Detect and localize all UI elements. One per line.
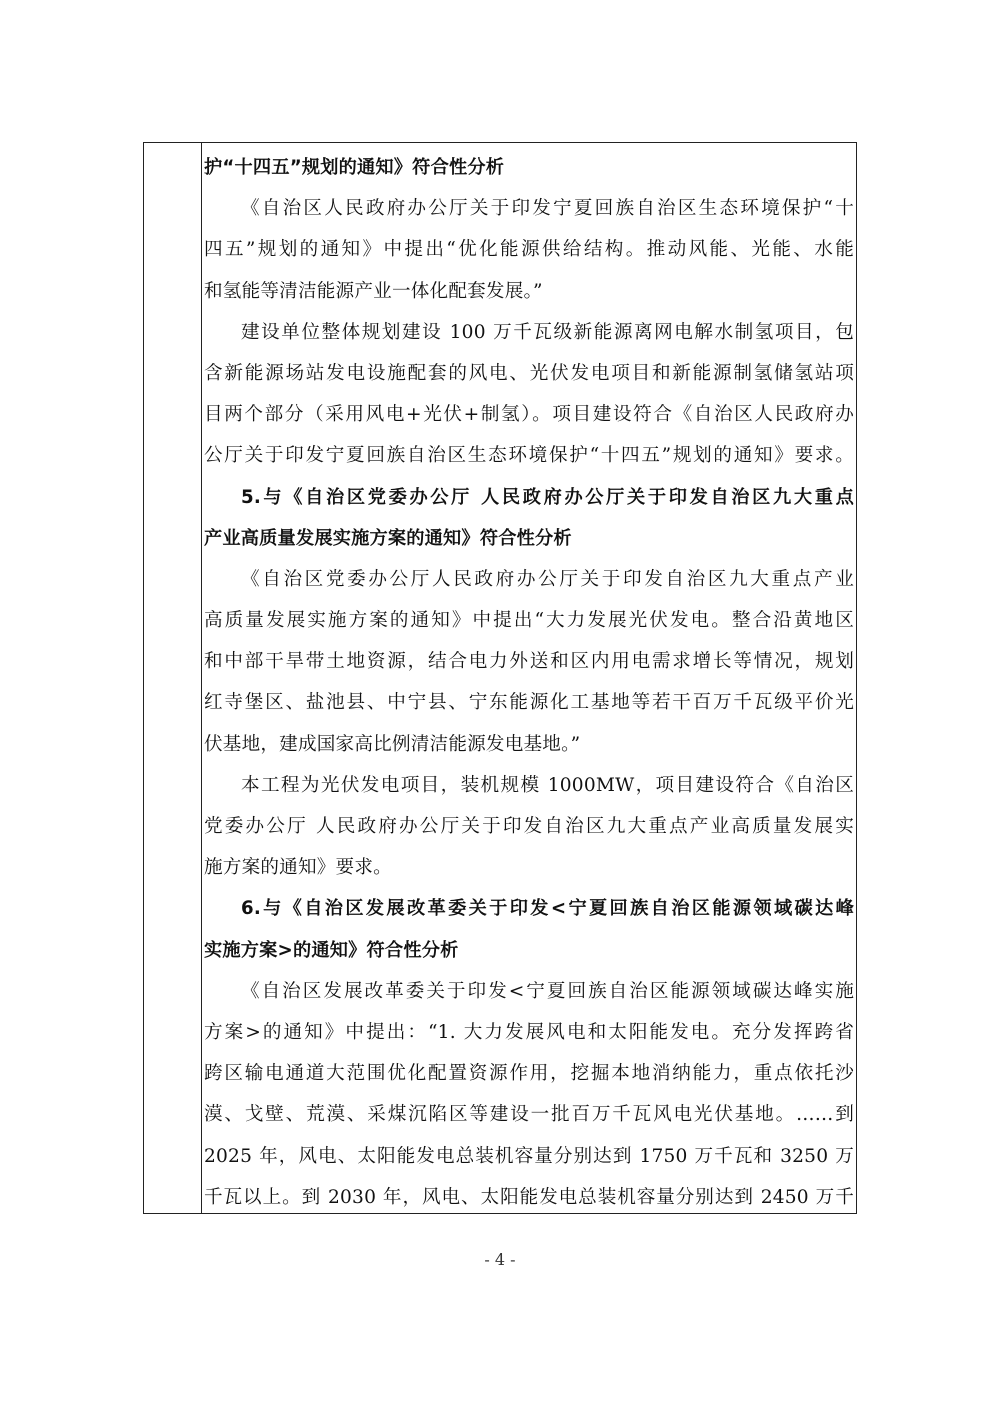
paragraph-line: 漠、戈壁、荒漠、采煤沉陷区等建设一批百万千瓦风电光伏基地。……到 [204, 1104, 854, 1126]
paragraph-line: 2025 年，风电、太阳能发电总装机容量分别达到 1750 万千瓦和 3250 万 [204, 1145, 854, 1167]
paragraph-line: 含新能源场站发电设施配套的风电、光伏发电项目和新能源制氢储氢站项 [204, 362, 854, 384]
paragraph-line: 公厅关于印发宁夏回族自治区生态环境保护“十四五”规划的通知》要求。 [204, 445, 854, 467]
paragraph-line: 伏基地，建成国家高比例清洁能源发电基地。” [204, 733, 581, 755]
paragraph-line: 本工程为光伏发电项目，装机规模 1000MW，项目建设符合《自治区 [241, 774, 854, 796]
paragraph-line: 千瓦以上。到 2030 年，风电、太阳能发电总装机容量分别达到 2450 万千 [204, 1186, 854, 1208]
paragraph-line: 目两个部分（采用风电+光伏+制氢）。项目建设符合《自治区人民政府办 [204, 404, 854, 426]
paragraph-line: 党委办公厅 人民政府办公厅关于印发自治区九大重点产业高质量发展实 [204, 816, 854, 837]
paragraph-line: 《自治区发展改革委关于印发<宁夏回族自治区能源领域碳达峰实施 [241, 980, 854, 1002]
paragraph-line: 四五”规划的通知》中提出“优化能源供给结构。推动风能、光能、水能 [204, 239, 854, 261]
table-left-column [144, 143, 202, 1213]
paragraph-line: 和氢能等清洁能源产业一体化配套发展。” [204, 280, 543, 302]
paragraph-line: 跨区输电通道大范围优化配置资源作用，挖掘本地消纳能力，重点依托沙 [204, 1063, 854, 1085]
paragraph-line: 《自治区人民政府办公厅关于印发宁夏回族自治区生态环境保护“十 [241, 198, 854, 220]
section-heading-line: 产业高质量发展实施方案的通知》符合性分析 [204, 527, 572, 549]
paragraph-line: 红寺堡区、盐池县、中宁县、宁东能源化工基地等若干百万千瓦级平价光 [204, 692, 854, 714]
section-heading-line: 5.与《自治区党委办公厅 人民政府办公厅关于印发自治区九大重点 [241, 486, 854, 508]
page-number: - 4 - [484, 1250, 516, 1269]
paragraph-line: 《自治区党委办公厅人民政府办公厅关于印发自治区九大重点产业 [241, 568, 854, 590]
section-heading-line: 6.与《自治区发展改革委关于印发<宁夏回族自治区能源领域碳达峰 [241, 898, 854, 920]
paragraph-line: 高质量发展实施方案的通知》中提出“大力发展光伏发电。整合沿黄地区 [204, 610, 854, 632]
paragraph-line: 和中部干旱带土地资源，结合电力外送和区内用电需求增长等情况，规划 [204, 651, 854, 673]
section-heading-line: 实施方案>的通知》符合性分析 [204, 939, 459, 961]
paragraph-line: 施方案的通知》要求。 [204, 857, 392, 879]
content-table [143, 142, 857, 1214]
section-heading-line: 护“十四五”规划的通知》符合性分析 [204, 157, 505, 178]
paragraph-line: 建设单位整体规划建设 100 万千瓦级新能源离网电解水制氢项目，包 [241, 321, 854, 343]
paragraph-line: 方案>的通知》中提出：“1. 大力发展风电和太阳能发电。充分发挥跨省 [204, 1021, 854, 1043]
table-content-cell [202, 143, 856, 1213]
